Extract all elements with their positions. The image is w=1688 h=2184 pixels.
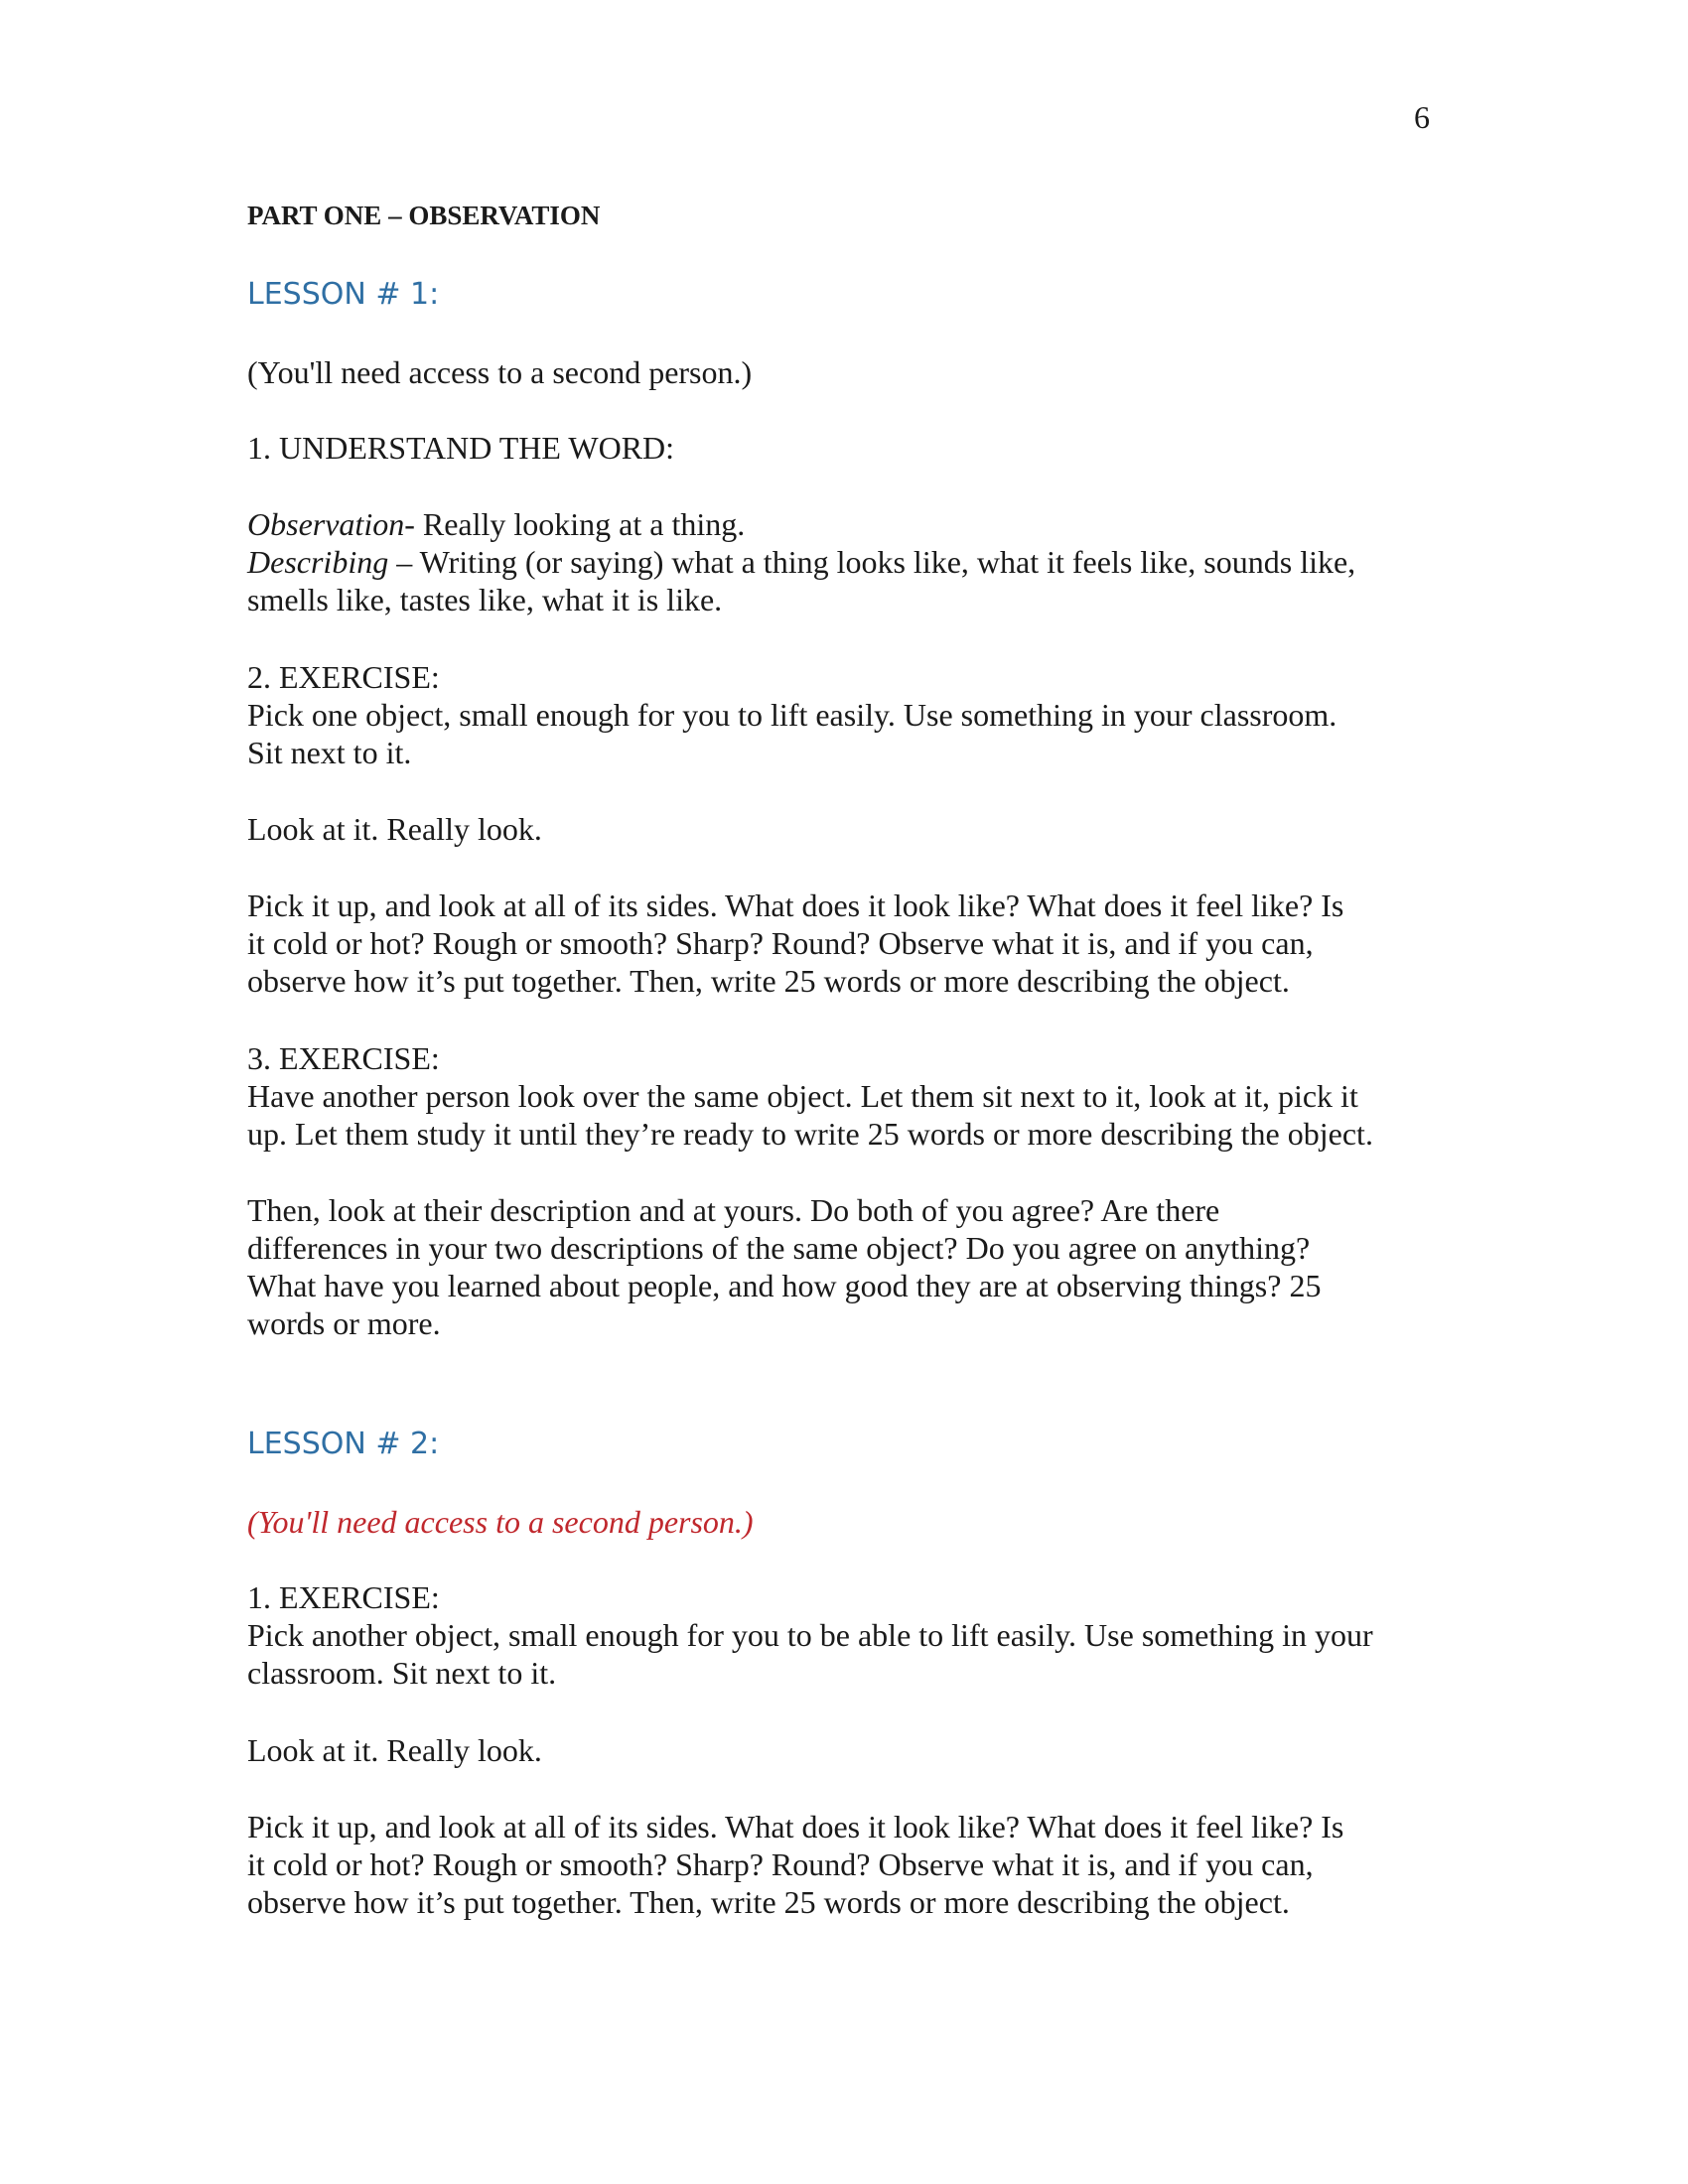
lesson-1-pick-line: observe how it’s put together. Then, write 25 words or more describing the object. <box>247 963 1290 999</box>
lesson-1-section-2-line: Pick one object, small enough for you to lift easily. Use something in your classroom. <box>247 697 1337 733</box>
definition-describing-term: Describing <box>247 544 389 580</box>
part-heading: PART ONE – OBSERVATION <box>247 201 601 230</box>
lesson-1-then-line: Then, look at their description and at yours. Do both of you agree? Are there <box>247 1192 1220 1228</box>
lesson-2-pick-line: it cold or hot? Rough or smooth? Sharp? Round? Observe what it is, and if you can, <box>247 1846 1314 1882</box>
lesson-2-note: (You'll need access to a second person.) <box>247 1504 754 1540</box>
lesson-1-pick-line: it cold or hot? Rough or smooth? Sharp? Round? Observe what it is, and if you can, <box>247 925 1314 961</box>
definition-observation-term: Observation <box>247 506 405 542</box>
lesson-1-section-1-title: 1. UNDERSTAND THE WORD: <box>247 430 675 466</box>
lesson-1-look-text: Look at it. Really look. <box>247 811 542 847</box>
lesson-1-section-3-line: up. Let them study it until they’re ready to write 25 words or more describing the object. <box>247 1116 1373 1152</box>
lesson-1-heading: LESSON # 1: <box>247 277 440 312</box>
lesson-1-note: (You'll need access to a second person.) <box>247 354 753 390</box>
lesson-1-then-line: differences in your two descriptions of the same object? Do you agree on anything? <box>247 1230 1311 1266</box>
lesson-1-section-3-title: 3. EXERCISE: <box>247 1040 440 1076</box>
lesson-2-section-1-title: 1. EXERCISE: <box>247 1579 440 1615</box>
lesson-2-section-1-line: Pick another object, small enough for you to be able to lift easily. Use something in your <box>247 1617 1373 1653</box>
lesson-1-section-3-line: Have another person look over the same object. Let them sit next to it, look at it, pick it <box>247 1078 1358 1114</box>
lesson-2-heading: LESSON # 2: <box>247 1427 440 1461</box>
definition-describing-cont: smells like, tastes like, what it is like. <box>247 582 723 617</box>
page-number: 6 <box>1414 99 1430 135</box>
lesson-2-pick-line: Pick it up, and look at all of its sides. What does it look like? What does it feel like? Is <box>247 1809 1344 1844</box>
lesson-1-then-line: words or more. <box>247 1305 441 1341</box>
definition-observation <box>247 505 1469 544</box>
definition-observation-text: - Really looking at a thing. <box>404 506 746 542</box>
lesson-1-pick-line: Pick it up, and look at all of its sides. What does it look like? What does it feel like? Is <box>247 887 1344 923</box>
lesson-2-pick-line: observe how it’s put together. Then, write 25 words or more describing the object. <box>247 1884 1290 1920</box>
definition-describing <box>247 543 1469 582</box>
lesson-2-section-1-line: classroom. Sit next to it. <box>247 1655 557 1691</box>
lesson-1-section-2-line: Sit next to it. <box>247 735 412 770</box>
definition-describing-text: – Writing (or saying) what a thing looks like, what it feels like, sounds like, <box>388 544 1356 580</box>
lesson-1-section-2-title: 2. EXERCISE: <box>247 659 440 695</box>
lesson-2-look-text: Look at it. Really look. <box>247 1732 542 1768</box>
lesson-1-then-line: What have you learned about people, and how good they are at observing things? 25 <box>247 1268 1322 1303</box>
